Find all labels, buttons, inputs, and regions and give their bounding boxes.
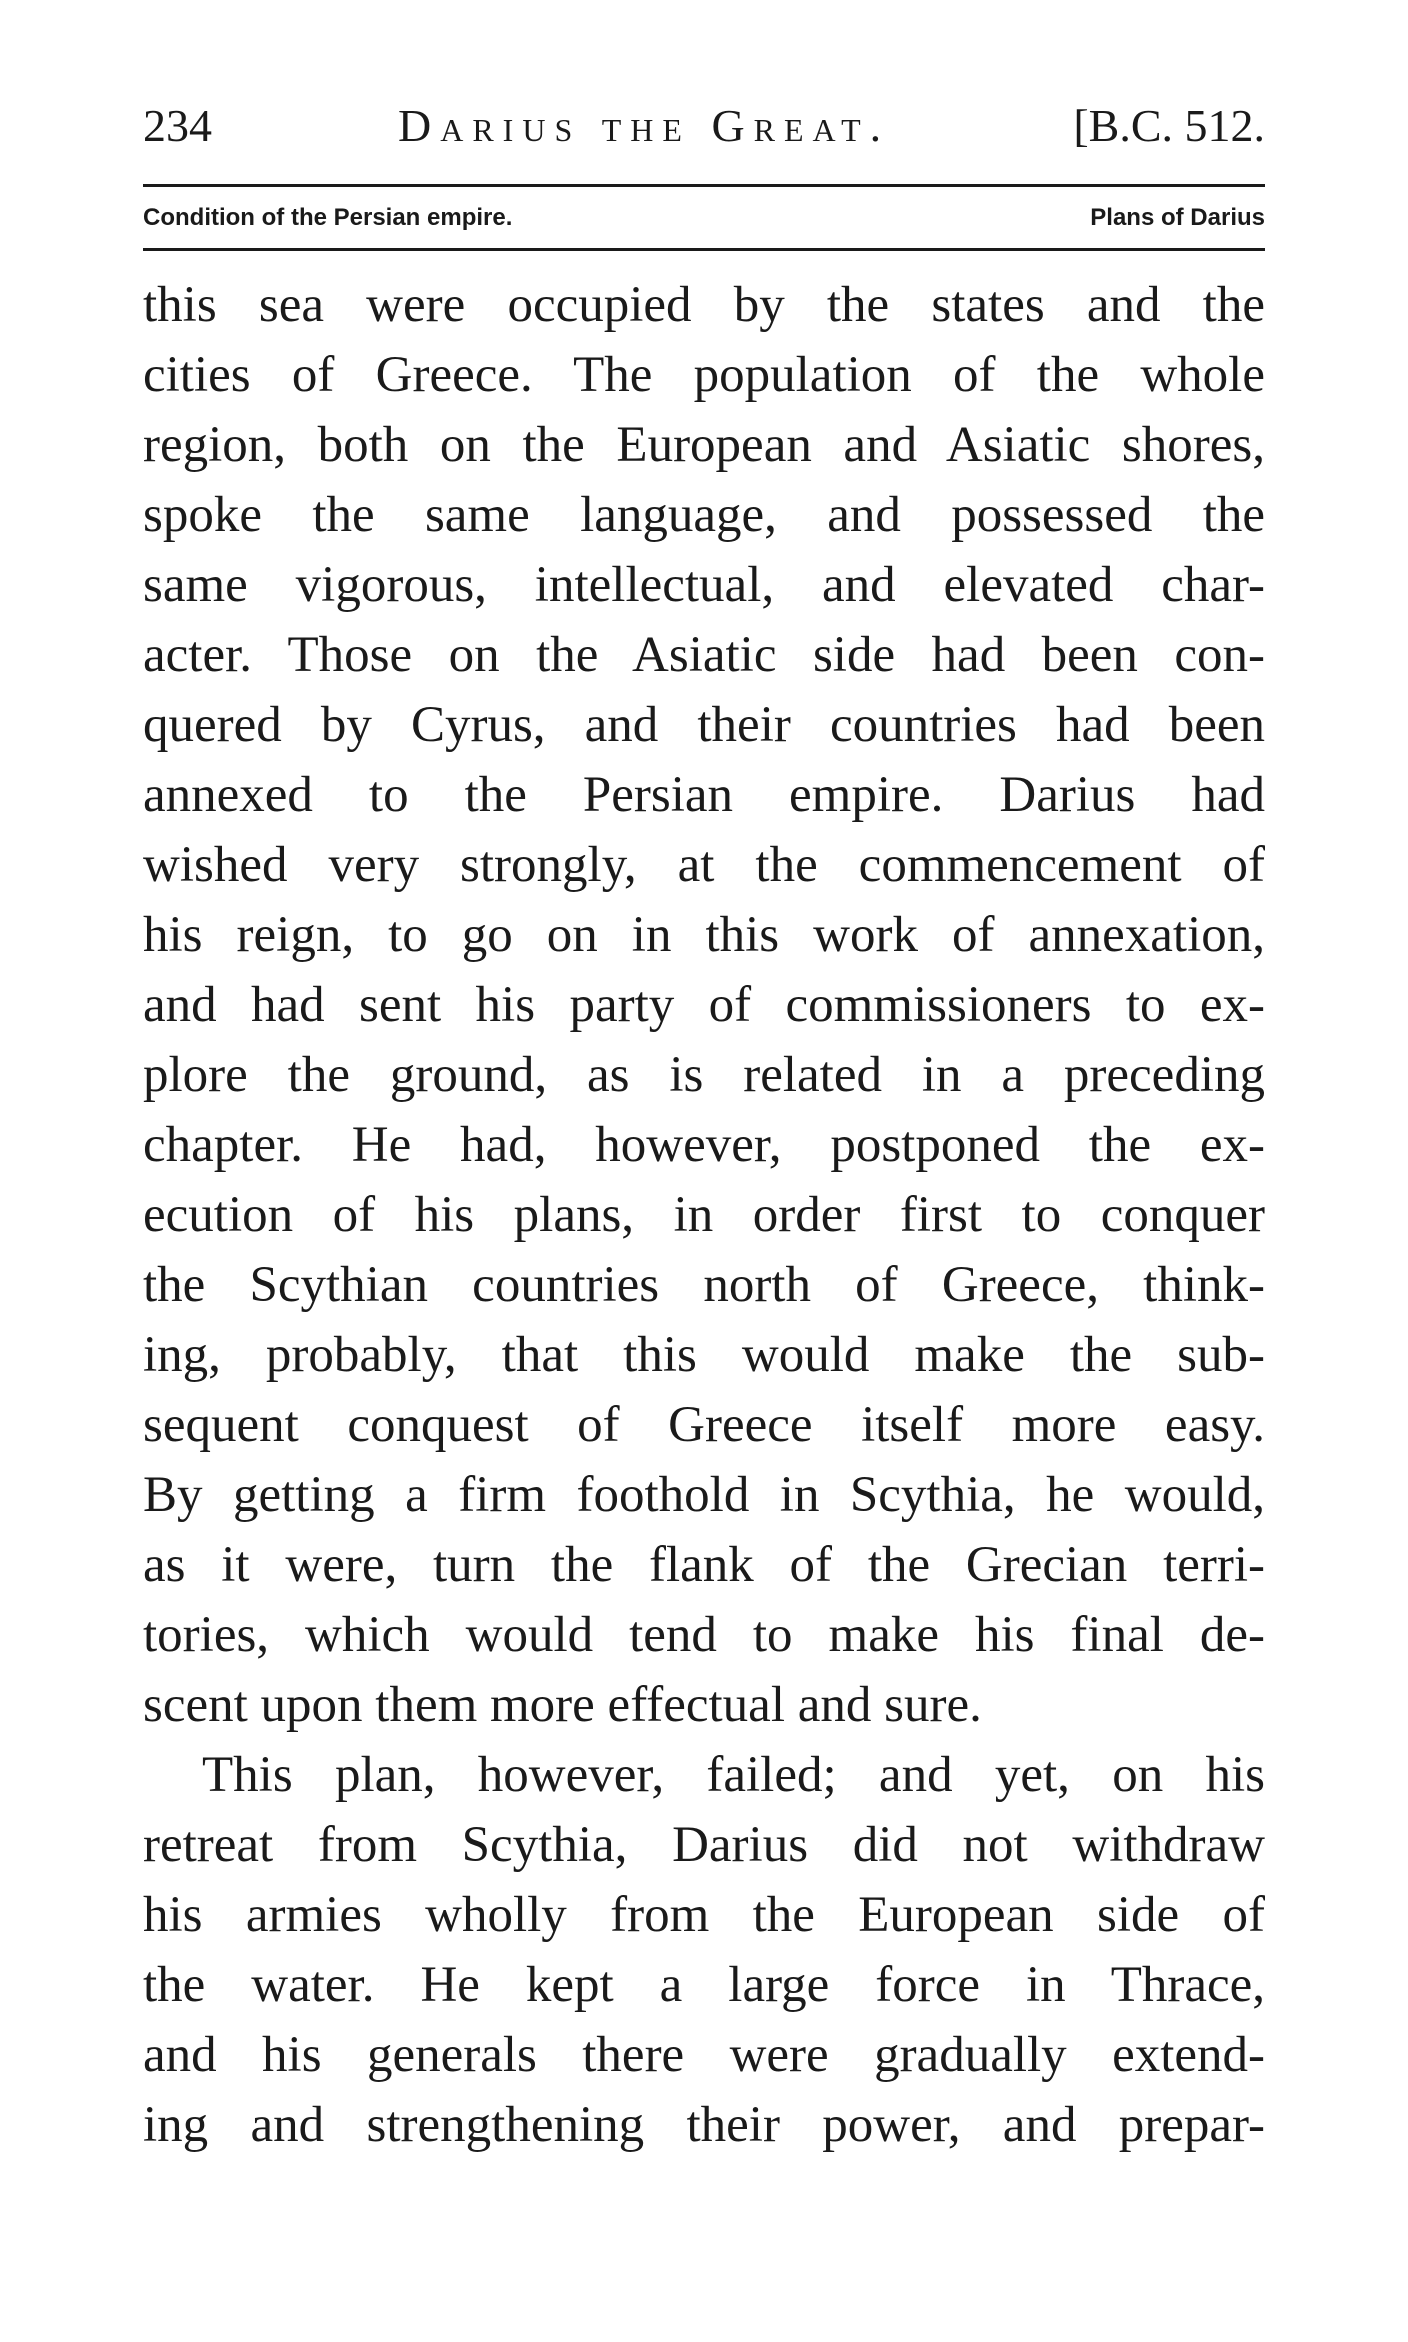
text-line: By getting a firm foothold in Scythia, he would, — [143, 1467, 1265, 1523]
text-line: region, both on the European and Asiatic shores, — [143, 417, 1265, 473]
text-line: wished very strongly, at the commencement of — [143, 837, 1265, 893]
running-date: [B.C. 512. — [1073, 100, 1265, 151]
text-line: the Scythian countries north of Greece, think- — [143, 1257, 1265, 1313]
header-rule-bottom — [143, 248, 1265, 251]
text-line-paragraph-end: scent upon them more effectual and sure. — [143, 1677, 982, 1733]
text-line: plore the ground, as is related in a preceding — [143, 1047, 1265, 1103]
text-line: and his generals there were gradually extend- — [143, 2027, 1265, 2083]
text-line: as it were, turn the flank of the Grecian terri- — [143, 1537, 1265, 1593]
header-rule-top — [143, 184, 1265, 187]
text-line: the water. He kept a large force in Thrace, — [143, 1957, 1265, 2013]
text-line: chapter. He had, however, postponed the ex- — [143, 1117, 1265, 1173]
text-line: ing, probably, that this would make the sub- — [143, 1327, 1265, 1383]
text-line: and had sent his party of commissioners to ex- — [143, 977, 1265, 1033]
text-line: quered by Cyrus, and their countries had been — [143, 697, 1265, 753]
text-line: annexed to the Persian empire. Darius had — [143, 767, 1265, 823]
running-head — [143, 96, 1265, 156]
subhead-left-topic: Condition of the Persian empire. — [143, 204, 513, 231]
body-text — [143, 270, 1265, 2160]
text-line: his reign, to go on in this work of annexation, — [143, 907, 1265, 963]
text-line: acter. Those on the Asiatic side had been con- — [143, 627, 1265, 683]
text-line-paragraph-start: This plan, however, failed; and yet, on his — [202, 1747, 1265, 1803]
running-title: Darius the Great. — [398, 100, 891, 151]
text-line: ecution of his plans, in order first to conquer — [143, 1187, 1265, 1243]
text-line: retreat from Scythia, Darius did not withdraw — [143, 1817, 1265, 1873]
subhead — [143, 198, 1265, 238]
subhead-right-topic: Plans of Darius — [1090, 204, 1265, 231]
page-number: 234 — [143, 100, 212, 151]
text-line: this sea were occupied by the states and the — [143, 277, 1265, 333]
text-line: cities of Greece. The population of the whole — [143, 347, 1265, 403]
text-line: same vigorous, intellectual, and elevated char- — [143, 557, 1265, 613]
text-line: sequent conquest of Greece itself more easy. — [143, 1397, 1265, 1453]
text-line: spoke the same language, and possessed the — [143, 487, 1265, 543]
text-line: his armies wholly from the European side of — [143, 1887, 1265, 1943]
text-line: tories, which would tend to make his final de- — [143, 1607, 1265, 1663]
text-line: ing and strengthening their power, and prepar- — [143, 2097, 1265, 2153]
